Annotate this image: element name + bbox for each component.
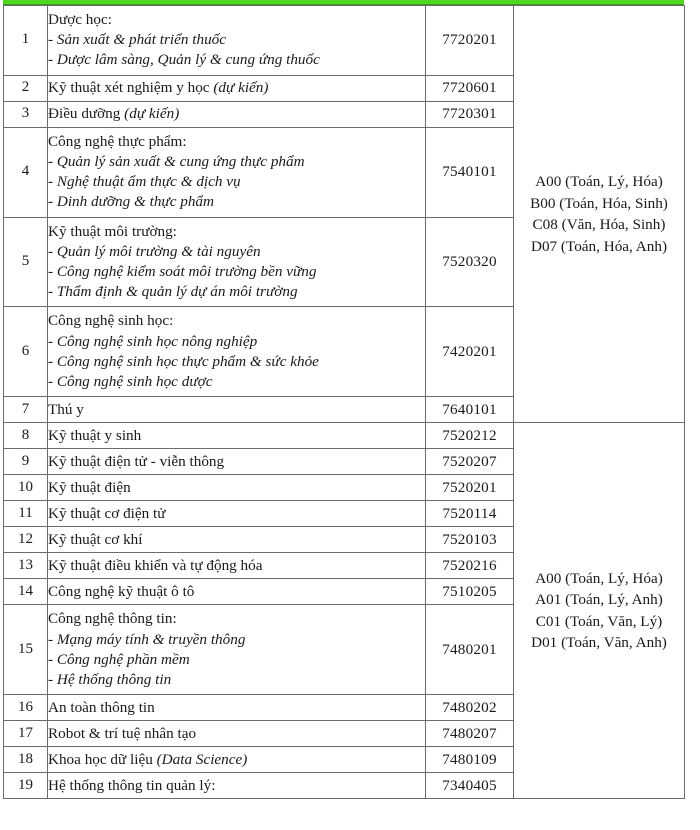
combo-line: D07 (Toán, Hóa, Anh) <box>530 237 668 255</box>
table-body <box>4 6 685 799</box>
major-code: 7520320 <box>426 217 514 307</box>
row-number: 13 <box>4 553 48 579</box>
row-number: 8 <box>4 423 48 449</box>
major-note: (dự kiến) <box>124 105 180 123</box>
major-cell: Robot & trí tuệ nhân tạo <box>48 721 426 747</box>
major-cell: An toàn thông tin <box>48 695 426 721</box>
major-code: 7480202 <box>426 695 514 721</box>
major-code: 7480207 <box>426 721 514 747</box>
major-title: Công nghệ thực phẩm: <box>48 132 187 150</box>
row-number: 3 <box>4 101 48 127</box>
major-code: 7640101 <box>426 397 514 423</box>
major-sub: - Dinh dưỡng & thực phẩm <box>48 193 214 211</box>
major-sub: - Hệ thống thông tin <box>48 670 172 688</box>
major-cell <box>48 307 426 397</box>
row-number: 15 <box>4 605 48 695</box>
row-number: 7 <box>4 397 48 423</box>
combo-line: A00 (Toán, Lý, Hóa) <box>535 569 663 587</box>
major-code: 7520207 <box>426 449 514 475</box>
subject-combination-group-1 <box>514 6 685 423</box>
major-title: Điều dưỡng <box>48 105 121 123</box>
major-sub: - Quản lý sản xuất & cung ứng thực phẩm <box>48 152 305 170</box>
row-number: 10 <box>4 475 48 501</box>
major-sub: - Thẩm định & quản lý dự án môi trường <box>48 283 298 301</box>
major-code: 7340405 <box>426 773 514 799</box>
table-row <box>4 6 685 76</box>
major-sub: - Nghệ thuật ẩm thực & dịch vụ <box>48 173 241 191</box>
row-number: 17 <box>4 721 48 747</box>
combo-line: B00 (Toán, Hóa, Sinh) <box>530 194 668 212</box>
major-code: 7540101 <box>426 127 514 217</box>
table-row <box>4 423 685 449</box>
major-code: 7480201 <box>426 605 514 695</box>
major-cell <box>48 75 426 101</box>
major-sub: - Công nghệ sinh học thực phẩm & sức khỏe <box>48 352 319 370</box>
combo-line: D01 (Toán, Văn, Anh) <box>531 634 667 652</box>
major-code: 7520114 <box>426 501 514 527</box>
major-cell: Kỹ thuật cơ điện tử <box>48 501 426 527</box>
combo-line: C08 (Văn, Hóa, Sinh) <box>532 216 666 234</box>
major-cell: Kỹ thuật điện <box>48 475 426 501</box>
row-number: 2 <box>4 75 48 101</box>
row-number: 11 <box>4 501 48 527</box>
major-title: Công nghệ sinh học: <box>48 312 174 330</box>
major-code: 7720201 <box>426 6 514 76</box>
major-title: Kỹ thuật xét nghiệm y học <box>48 79 210 97</box>
major-code: 7420201 <box>426 307 514 397</box>
major-sub: - Dược lâm sàng, Quản lý & cung ứng thuốc <box>48 51 320 69</box>
major-title: Khoa học dữ liệu <box>48 750 153 768</box>
major-cell <box>48 747 426 773</box>
major-code: 7510205 <box>426 579 514 605</box>
major-sub: - Quản lý môi trường & tài nguyên <box>48 242 261 260</box>
combo-line: C01 (Toán, Văn, Lý) <box>535 612 663 630</box>
major-cell <box>48 101 426 127</box>
major-sub: - Mạng máy tính & truyền thông <box>48 630 246 648</box>
major-cell: Thú y <box>48 397 426 423</box>
major-sub: - Công nghệ kiểm soát môi trường bền vững <box>48 262 317 280</box>
row-number: 12 <box>4 527 48 553</box>
subject-combination-group-2 <box>514 423 685 799</box>
major-title: Dược học: <box>48 11 112 28</box>
major-code: 7520212 <box>426 423 514 449</box>
major-note: (Data Science) <box>156 750 248 768</box>
combo-line: A01 (Toán, Lý, Anh) <box>535 591 663 609</box>
major-code: 7720301 <box>426 101 514 127</box>
major-code: 7520201 <box>426 475 514 501</box>
major-cell: Hệ thống thông tin quản lý: <box>48 773 426 799</box>
major-cell: Kỹ thuật y sinh <box>48 423 426 449</box>
major-sub: - Công nghệ sinh học dược <box>48 373 213 391</box>
major-code: 7720601 <box>426 75 514 101</box>
major-cell: Kỹ thuật cơ khí <box>48 527 426 553</box>
major-cell <box>48 605 426 695</box>
row-number: 14 <box>4 579 48 605</box>
row-number: 19 <box>4 773 48 799</box>
row-number: 1 <box>4 6 48 76</box>
major-cell <box>48 127 426 217</box>
major-sub: - Công nghệ sinh học nông nghiệp <box>48 332 258 350</box>
major-note: (dự kiến) <box>213 79 269 97</box>
major-cell: Kỹ thuật điều khiển và tự động hóa <box>48 553 426 579</box>
row-number: 4 <box>4 127 48 217</box>
row-number: 5 <box>4 217 48 307</box>
major-title: Kỹ thuật môi trường: <box>48 222 177 240</box>
row-number: 6 <box>4 307 48 397</box>
row-number: 16 <box>4 695 48 721</box>
major-cell <box>48 217 426 307</box>
major-code: 7520103 <box>426 527 514 553</box>
major-cell <box>48 6 426 76</box>
admission-majors-table <box>3 5 685 799</box>
table-container <box>3 5 684 799</box>
combo-line: A00 (Toán, Lý, Hóa) <box>535 172 663 190</box>
row-number: 18 <box>4 747 48 773</box>
major-sub: - Công nghệ phần mềm <box>48 650 190 668</box>
major-title: Công nghệ thông tin: <box>48 610 177 628</box>
major-sub: - Sản xuất & phát triển thuốc <box>48 31 227 49</box>
major-code: 7480109 <box>426 747 514 773</box>
row-number: 9 <box>4 449 48 475</box>
major-cell: Công nghệ kỹ thuật ô tô <box>48 579 426 605</box>
major-code: 7520216 <box>426 553 514 579</box>
major-cell: Kỹ thuật điện tử - viễn thông <box>48 449 426 475</box>
